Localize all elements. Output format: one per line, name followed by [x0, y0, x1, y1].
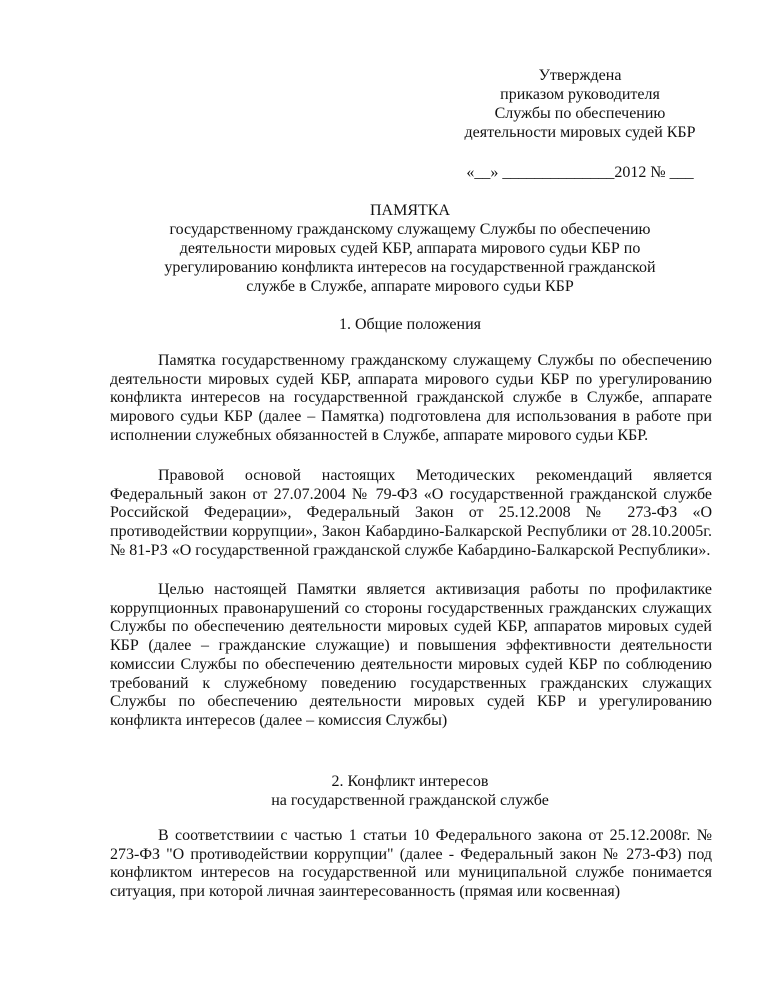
section-2-heading — [100, 772, 720, 810]
document-title — [100, 201, 720, 296]
section-1-paragraph-2: Правовой основой настоящих Методических рекомендаций является Федеральный закон от 27.07.2004 № 79-ФЗ «О государственной гражданской службе Российской Федерации», Федеральный Закон от 25.12.2008 № 273-ФЗ «О противодействии коррупции», Закон Кабардино-Балкарской Республики от 28.10.2005г. № 81-РЗ «О государственной гражданской службе Кабардино-Балкарской Республики». — [110, 467, 712, 559]
section-2-heading-line-1: 2. Конфликт интересов — [331, 773, 489, 790]
title-main: ПАМЯТКА — [369, 202, 450, 219]
approval-line-4: деятельности мировых судей КБР — [464, 124, 696, 141]
title-line-4: службе в Службе, аппарате мирового судьи КБР — [246, 278, 574, 295]
approval-line-3: Службы по обеспечению — [494, 105, 666, 122]
approval-line-1: Утверждена — [538, 67, 622, 84]
approval-stamp — [430, 66, 730, 182]
section-1-heading-text: 1. Общие положения — [338, 316, 482, 333]
title-line-1: государственному гражданскому служащему Службы по обеспечению — [169, 221, 651, 238]
approval-date-line: «__» ______________2012 № ___ — [466, 164, 694, 181]
section-1-paragraph-3: Целью настоящей Памятки является активизация работы по профилактике коррупционных правонарушений со стороны государственных гражданских служащих Службы по обеспечению деятельности мировых судей КБР, аппаратов мировых судей КБР (далее – гражданские служащие) и повышения эффективности деятельности комиссии Службы по обеспечению деятельности мировых судей КБР по соблюдению требований к служебному поведению государственных гражданских служащих Службы по обеспечению деятельности мировых судей КБР и урегулированию конфликта интересов (далее – комиссия Службы) — [110, 581, 712, 729]
section-2-heading-line-2: на государственной гражданской службе — [271, 792, 549, 809]
section-1-heading — [100, 315, 720, 334]
title-line-2: деятельности мировых судей КБР, аппарата мирового судьи КБР по — [179, 240, 641, 257]
title-line-3: урегулированию конфликта интересов на государственной гражданской — [164, 259, 656, 276]
section-1-paragraph-1: Памятка государственному гражданскому служащему Службы по обеспечению деятельности мировых судей КБР, аппарата мирового судьи КБР по урегулированию конфликта интересов на государственной гражданской службе в Службе, аппарате мирового судьи КБР (далее – Памятка) подготовлена для использования в работе при исполнении служебных обязанностей в Службе, аппарате мирового судьи КБР. — [110, 352, 712, 444]
section-2-paragraph-1: В соответствиии с частью 1 статьи 10 Федерального закона от 25.12.2008г. № 273-ФЗ "О противодействии коррупции" (далее - Федеральный закон № 273-ФЗ) под конфликтом интересов на государственной или муниципальной службе понимается ситуация, при которой личная заинтересованность (прямая или косвенная) — [110, 827, 712, 901]
approval-line-2: приказом руководителя — [500, 86, 660, 103]
